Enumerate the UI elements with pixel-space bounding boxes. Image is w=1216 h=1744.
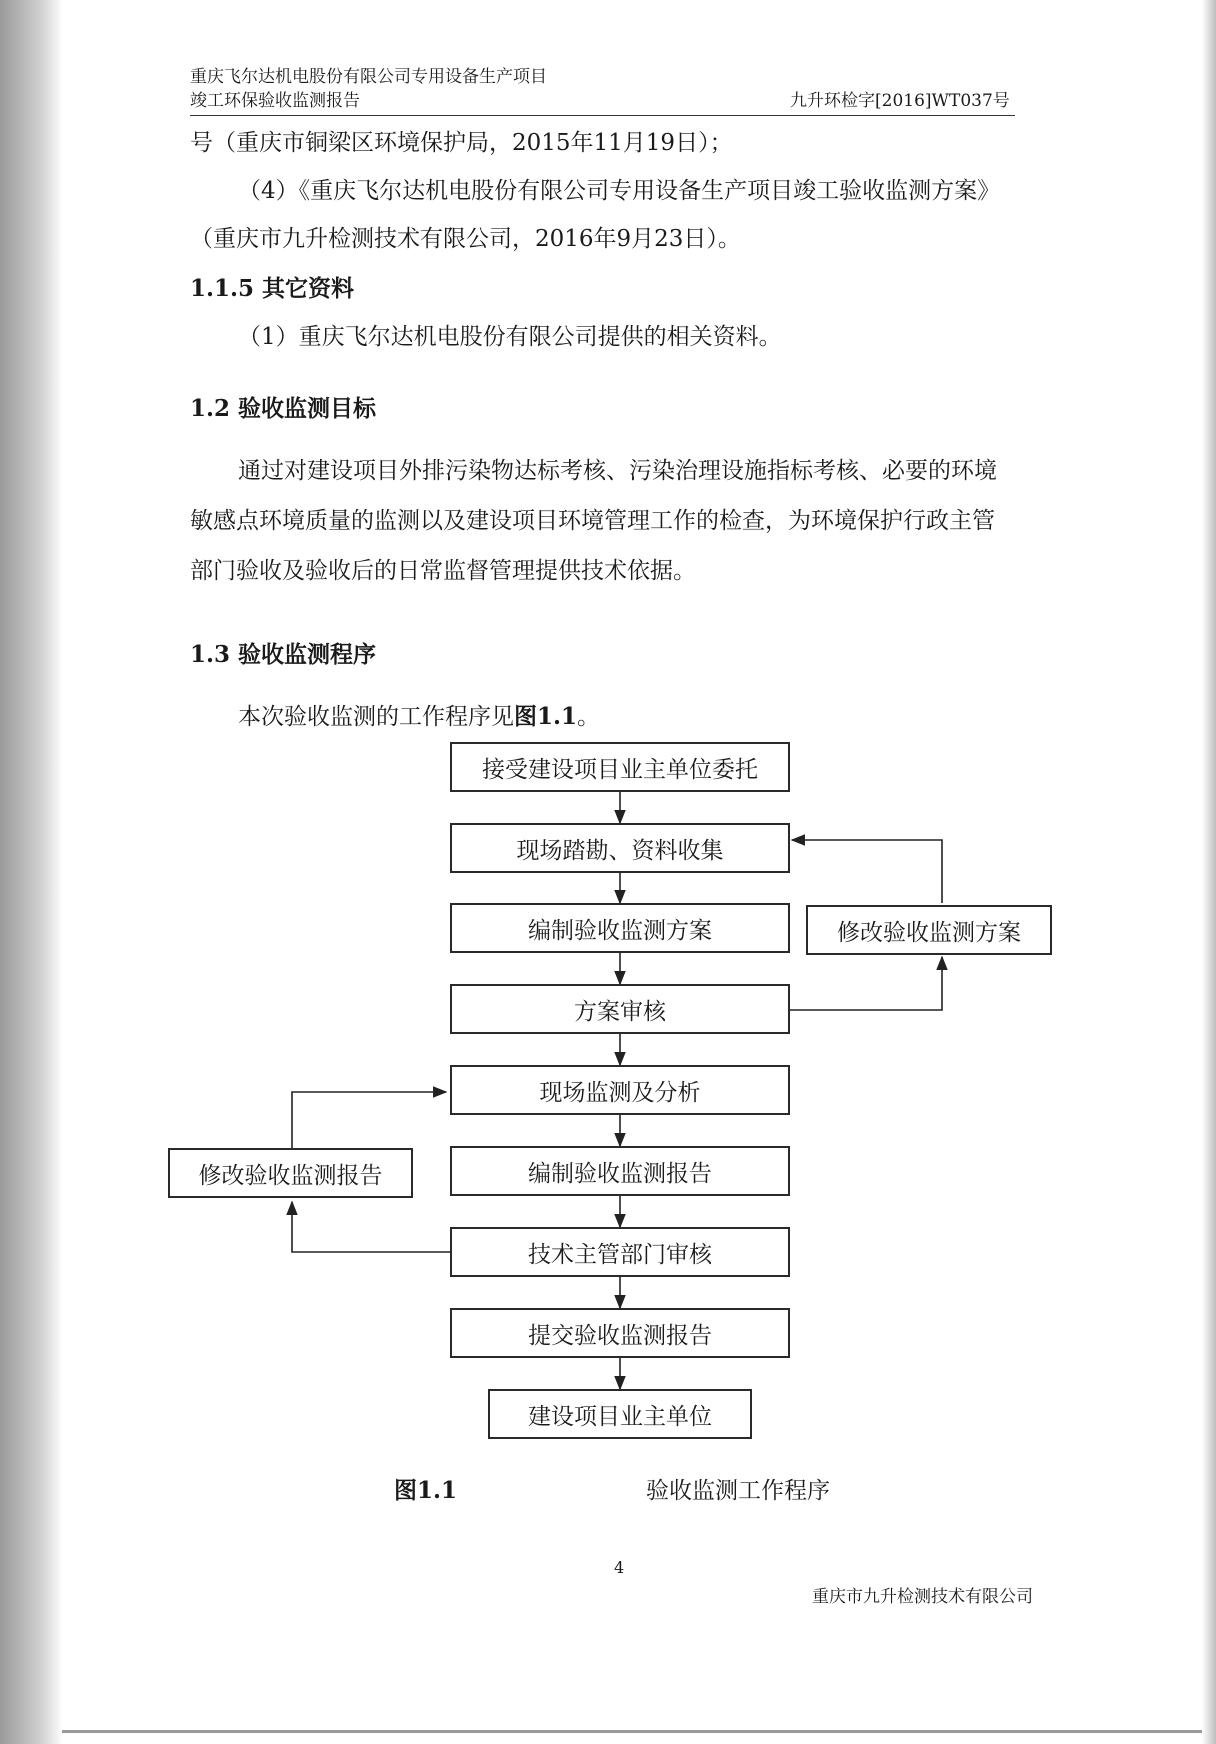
heading-1-1-5: 1.1.5 其它资料 bbox=[190, 275, 355, 302]
paragraph-ref-4: （4）《重庆飞尔达机电股份有限公司专用设备生产项目竣工验收监测方案》 bbox=[238, 178, 1001, 204]
paragraph-ref-4-source: （重庆市九升检测技术有限公司，2016年9月23日）。 bbox=[190, 226, 741, 252]
scan-edge-right bbox=[1202, 0, 1216, 1744]
arrow-side2-b5 bbox=[292, 1092, 446, 1148]
flow-box-accept-commission: 接受建设项目业主单位委托 bbox=[450, 742, 790, 792]
heading-1-2: 1.2 验收监测目标 bbox=[190, 395, 377, 422]
flow-box-revise-plan: 修改验收监测方案 bbox=[806, 905, 1052, 955]
arrow-side1-b2 bbox=[792, 840, 942, 903]
paragraph-goal-line3: 部门验收及验收后的日常监督管理提供技术依据。 bbox=[190, 558, 696, 584]
flow-box-site-survey: 现场踏勘、资料收集 bbox=[450, 823, 790, 873]
figure-caption-title: 验收监测工作程序 bbox=[646, 1478, 830, 1504]
paragraph-ref-continued: 号（重庆市铜梁区环境保护局，2015年11月19日）； bbox=[190, 130, 733, 156]
flow-box-prepare-report: 编制验收监测报告 bbox=[450, 1146, 790, 1196]
flow-box-site-monitoring: 现场监测及分析 bbox=[450, 1065, 790, 1115]
header-doc-number: 九升环检字[2016]WT037号 bbox=[790, 91, 1010, 111]
header-title-line1: 重庆飞尔达机电股份有限公司专用设备生产项目 bbox=[190, 67, 547, 87]
figure-caption-label: 图1.1 bbox=[394, 1477, 458, 1504]
procedure-intro-end: 。 bbox=[577, 704, 601, 730]
procedure-intro-text: 本次验收监测的工作程序见 bbox=[238, 704, 514, 730]
flow-box-submit-report: 提交验收监测报告 bbox=[450, 1308, 790, 1358]
scan-edge-left bbox=[0, 0, 62, 1744]
header-rule bbox=[190, 115, 1015, 116]
page-number: 4 bbox=[614, 1558, 625, 1577]
flow-box-project-owner: 建设项目业主单位 bbox=[488, 1389, 752, 1439]
paragraph-goal-line2: 敏感点环境质量的监测以及建设项目环境管理工作的检查，为环境保护行政主管 bbox=[190, 508, 995, 534]
paragraph-goal-line1: 通过对建设项目外排污染物达标考核、污染治理设施指标考核、必要的环境 bbox=[238, 458, 997, 484]
flow-box-plan-review: 方案审核 bbox=[450, 984, 790, 1034]
flow-box-authority-review: 技术主管部门审核 bbox=[450, 1227, 790, 1277]
figure-reference: 图1.1 bbox=[514, 703, 578, 730]
scan-edge-bottom bbox=[62, 1730, 1202, 1733]
arrow-b4-side1 bbox=[790, 957, 942, 1010]
paragraph-other-data: （1）重庆飞尔达机电股份有限公司提供的相关资料。 bbox=[238, 324, 782, 350]
paragraph-procedure-intro bbox=[238, 702, 600, 732]
footer-company: 重庆市九升检测技术有限公司 bbox=[812, 1587, 1033, 1607]
flow-box-prepare-plan: 编制验收监测方案 bbox=[450, 903, 790, 953]
flow-box-revise-report: 修改验收监测报告 bbox=[168, 1148, 413, 1198]
header-title-line2: 竣工环保验收监测报告 bbox=[190, 91, 360, 111]
arrow-b7-side2 bbox=[292, 1202, 450, 1252]
heading-1-3: 1.3 验收监测程序 bbox=[190, 641, 377, 668]
